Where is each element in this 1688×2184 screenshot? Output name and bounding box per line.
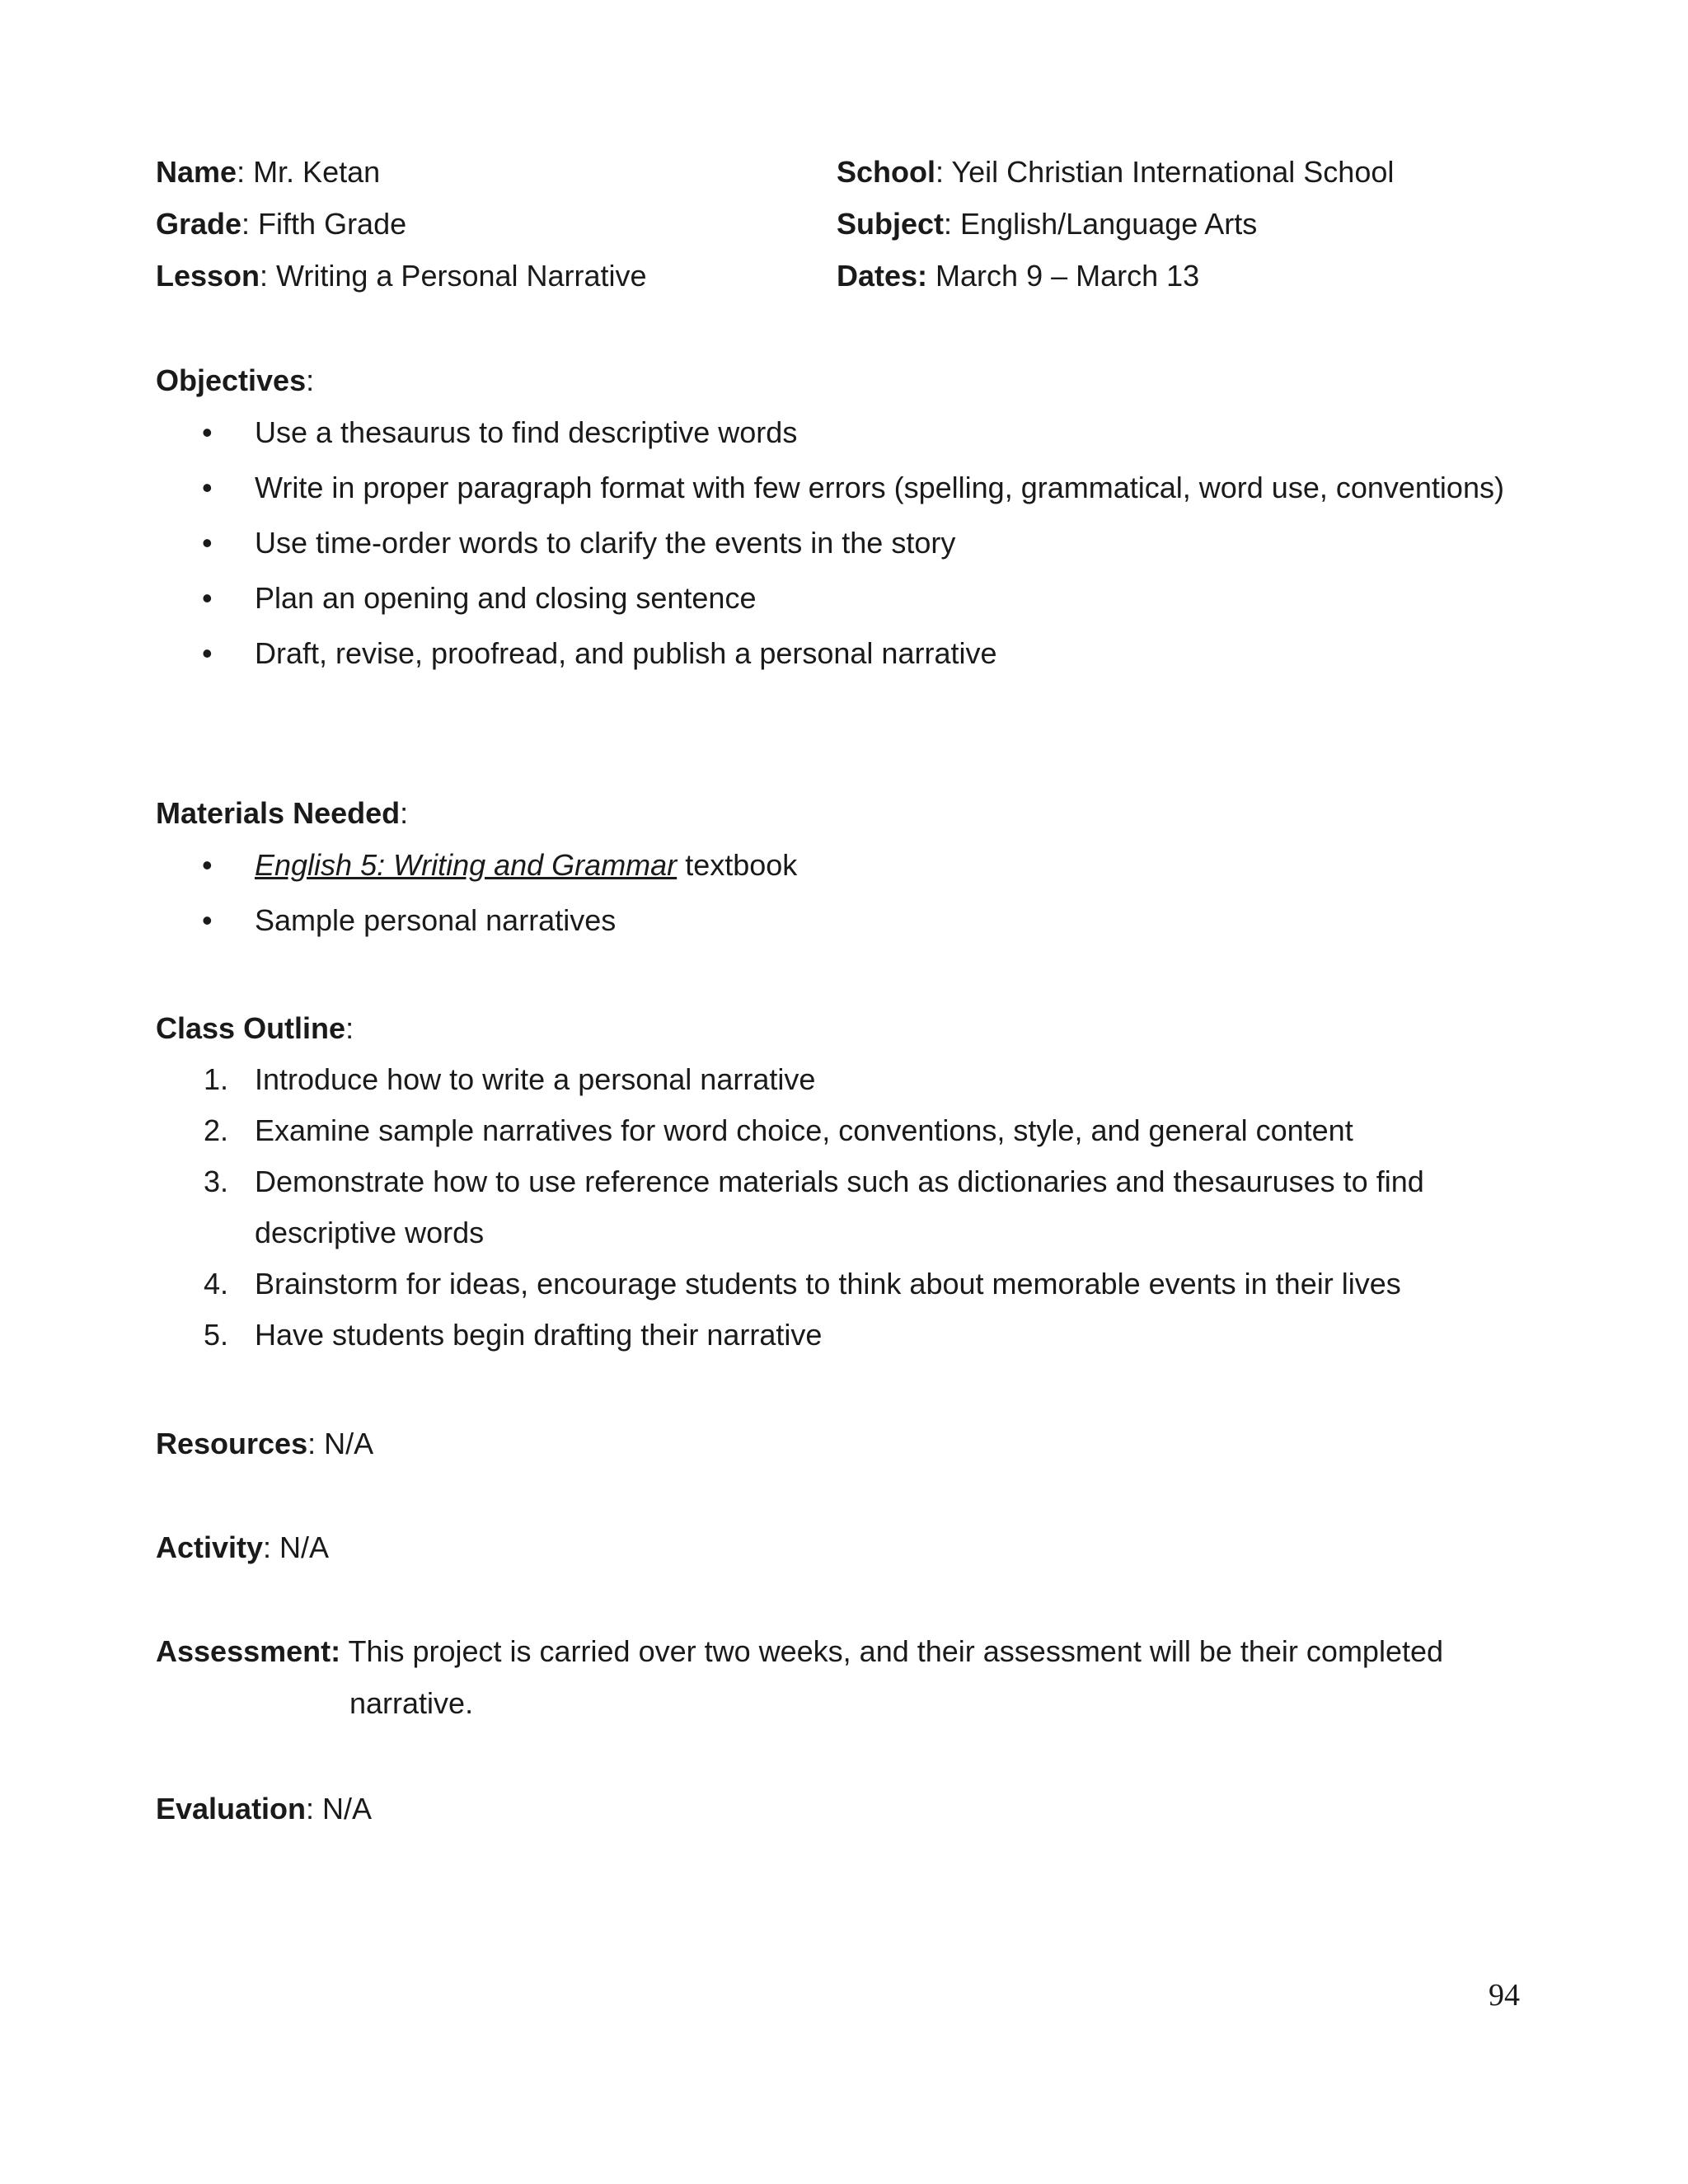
book-title: English 5: Writing and Grammar: [255, 848, 678, 882]
list-item: 1. Introduce how to write a personal narrative: [156, 1054, 1557, 1105]
objectives-heading: Objectives:: [156, 363, 315, 397]
resources-section: Resources: N/A: [156, 1427, 374, 1460]
list-item: • Write in proper paragraph format with few errors (spelling, grammatical, word use, conventions): [156, 462, 1507, 513]
list-item: • Sample personal narratives: [156, 894, 1557, 946]
activity-section: Activity: N/A: [156, 1530, 330, 1564]
materials-list: [156, 839, 1557, 946]
dates-field: Dates: March 9 – March 13: [837, 259, 1200, 293]
bullet-icon: •: [202, 848, 213, 882]
name-field: Name: Mr. Ketan: [156, 155, 381, 189]
lesson-header: [156, 146, 1557, 302]
bullet-icon: •: [202, 471, 213, 504]
list-item: • Plan an opening and closing sentence: [156, 572, 1557, 624]
bullet-icon: •: [202, 526, 213, 560]
objectives-section: [156, 354, 1557, 682]
header-row-3: [156, 250, 1557, 302]
list-number: 4.: [204, 1267, 229, 1301]
page-number: 94: [1489, 1978, 1520, 2013]
evaluation-section: Evaluation: N/A: [156, 1792, 373, 1825]
assessment-section: [156, 1625, 1557, 1729]
bullet-icon: •: [202, 903, 213, 937]
bullet-icon: •: [202, 636, 213, 670]
grade-field: Grade: Fifth Grade: [156, 207, 407, 241]
materials-section: [156, 787, 1557, 949]
objectives-list: [156, 406, 1557, 679]
list-item: 5. Have students begin drafting their narrative: [156, 1310, 1557, 1361]
outline-heading: Class Outline:: [156, 1011, 354, 1045]
list-item: 3. Demonstrate how to use reference materials such as dictionaries and thesauruses to find descriptive words: [156, 1156, 1557, 1258]
school-field: School: Yeil Christian International School: [837, 155, 1395, 189]
list-item: 4. Brainstorm for ideas, encourage students to think about memorable events in their lives: [156, 1258, 1557, 1310]
list-item: 2. Examine sample narratives for word choice, conventions, style, and general content: [156, 1105, 1557, 1156]
subject-field: Subject: English/Language Arts: [837, 207, 1258, 241]
lesson-field: Lesson: Writing a Personal Narrative: [156, 259, 647, 293]
list-item: • Use time-order words to clarify the events in the story: [156, 517, 1557, 569]
header-row-1: [156, 146, 1557, 198]
list-number: 3.: [204, 1165, 229, 1198]
bullet-icon: •: [202, 581, 213, 615]
list-item: • English 5: Writing and Grammar textbook: [156, 839, 1557, 891]
header-row-2: [156, 198, 1557, 250]
outline-list: [156, 1054, 1557, 1361]
list-item: • Draft, revise, proofread, and publish a personal narrative: [156, 627, 1557, 679]
outline-section: [156, 1002, 1557, 1361]
list-number: 2.: [204, 1113, 229, 1147]
bullet-icon: •: [202, 415, 213, 449]
list-number: 5.: [204, 1318, 229, 1352]
list-item: • Use a thesaurus to find descriptive words: [156, 406, 1557, 458]
assessment-line-2: narrative.: [349, 1686, 474, 1720]
list-number: 1.: [204, 1062, 229, 1096]
assessment-line-1: Assessment: This project is carried over two weeks, and their assessment will be their completed: [156, 1634, 1444, 1668]
materials-heading: Materials Needed:: [156, 796, 409, 830]
